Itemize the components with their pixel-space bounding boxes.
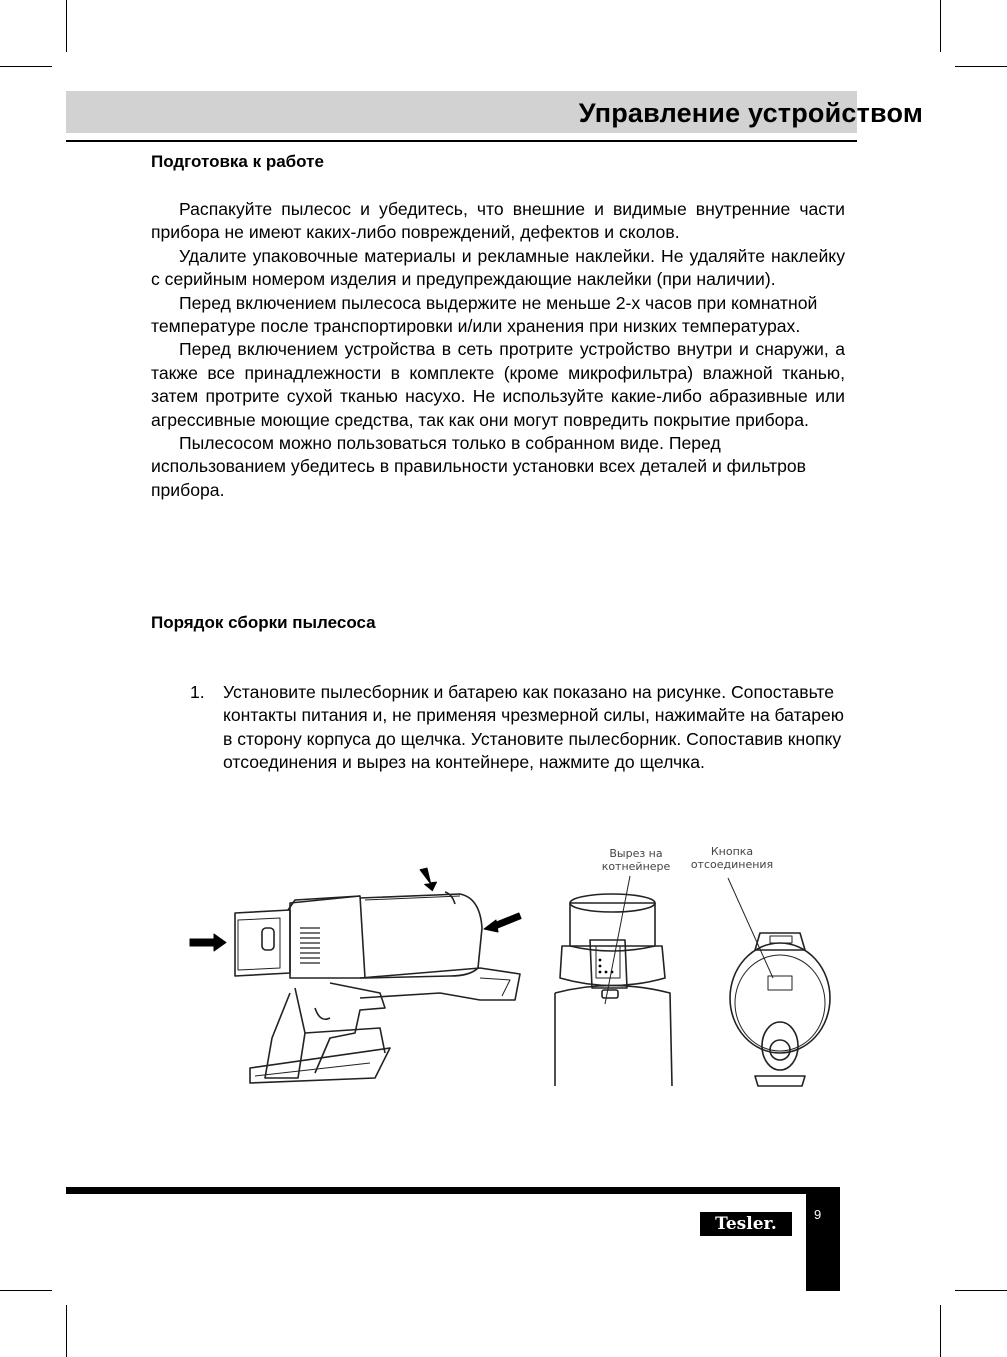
section-heading-preparation: Подготовка к работе: [151, 152, 324, 171]
preparation-text: [151, 198, 845, 502]
container-front-view: [555, 894, 672, 1086]
crop-mark: [66, 1305, 67, 1357]
crop-mark: [0, 1290, 52, 1291]
crop-mark: [940, 1305, 941, 1357]
assembly-figure: [180, 828, 840, 1098]
page-tab: [806, 1187, 840, 1291]
figure-label-cutout: Вырез на: [609, 847, 663, 860]
brand-logo: Tesler.: [700, 1212, 792, 1236]
paragraph: Удалите упаковочные материалы и рекламные наклейки. Не удаляйте наклейку с серийным номером изделия и предупреждающие наклейки (при наличии).: [151, 245, 845, 290]
direction-arrows: [190, 867, 521, 951]
figure-label-release-button: отсоединения: [690, 858, 774, 871]
figure-label-release-button: Кнопка: [710, 845, 754, 858]
step-text: Установите пылесборник и батарею как показано на рисунке. Сопоставьте контакты питания и, не применяя чрезмерной силы, нажимайте на батарею в сторону корпуса до щелчка. Установите пылесборник. Сопоставив кнопку отсоединения и вырез на контейнере, нажмите до щелчка.: [223, 682, 844, 773]
vacuum-side-view: [235, 892, 520, 1083]
crop-mark: [955, 1290, 1007, 1291]
crop-mark: [66, 0, 67, 52]
page-title: Управление устройством: [578, 98, 923, 128]
vacuum-illustration: [180, 828, 840, 1098]
page-number: 9: [814, 1207, 822, 1222]
header-rule: [66, 140, 857, 142]
paragraph: Перед включением пылесоса выдержите не меньше 2-х часов при комнатной температуре после транспортировки и/или хранения при низких температурах.: [151, 292, 818, 337]
paragraph: Распакуйте пылесос и убедитесь, что внешние и видимые внутренние части прибора не имеют каких-либо повреждений, дефектов и сколов.: [151, 199, 845, 243]
paragraph: Перед включением устройства в сеть протрите устройство внутри и снаружи, а также все принадлежности в комплекте (кроме микрофильтра) влажной тканью, затем протрите сухой тканью насухо. Не используйте какие-либо абразивные или агрессивные моющие средства, так как они могут повредить покрытие прибора.: [151, 339, 845, 430]
section-heading-assembly: Порядок сборки пылесоса: [151, 613, 376, 632]
crop-mark: [955, 66, 1007, 67]
figure-label-cutout: котнейнере: [601, 860, 671, 873]
container-rear-view: [730, 933, 830, 1086]
step-number: 1.: [190, 682, 205, 702]
crop-mark: [0, 66, 52, 67]
paragraph: Пылесосом можно пользоваться только в собранном виде. Перед использованием убедитесь в правильности установки всех деталей и фильтров прибора.: [151, 433, 807, 500]
footer-rule: [66, 1187, 840, 1194]
crop-mark: [940, 0, 941, 52]
